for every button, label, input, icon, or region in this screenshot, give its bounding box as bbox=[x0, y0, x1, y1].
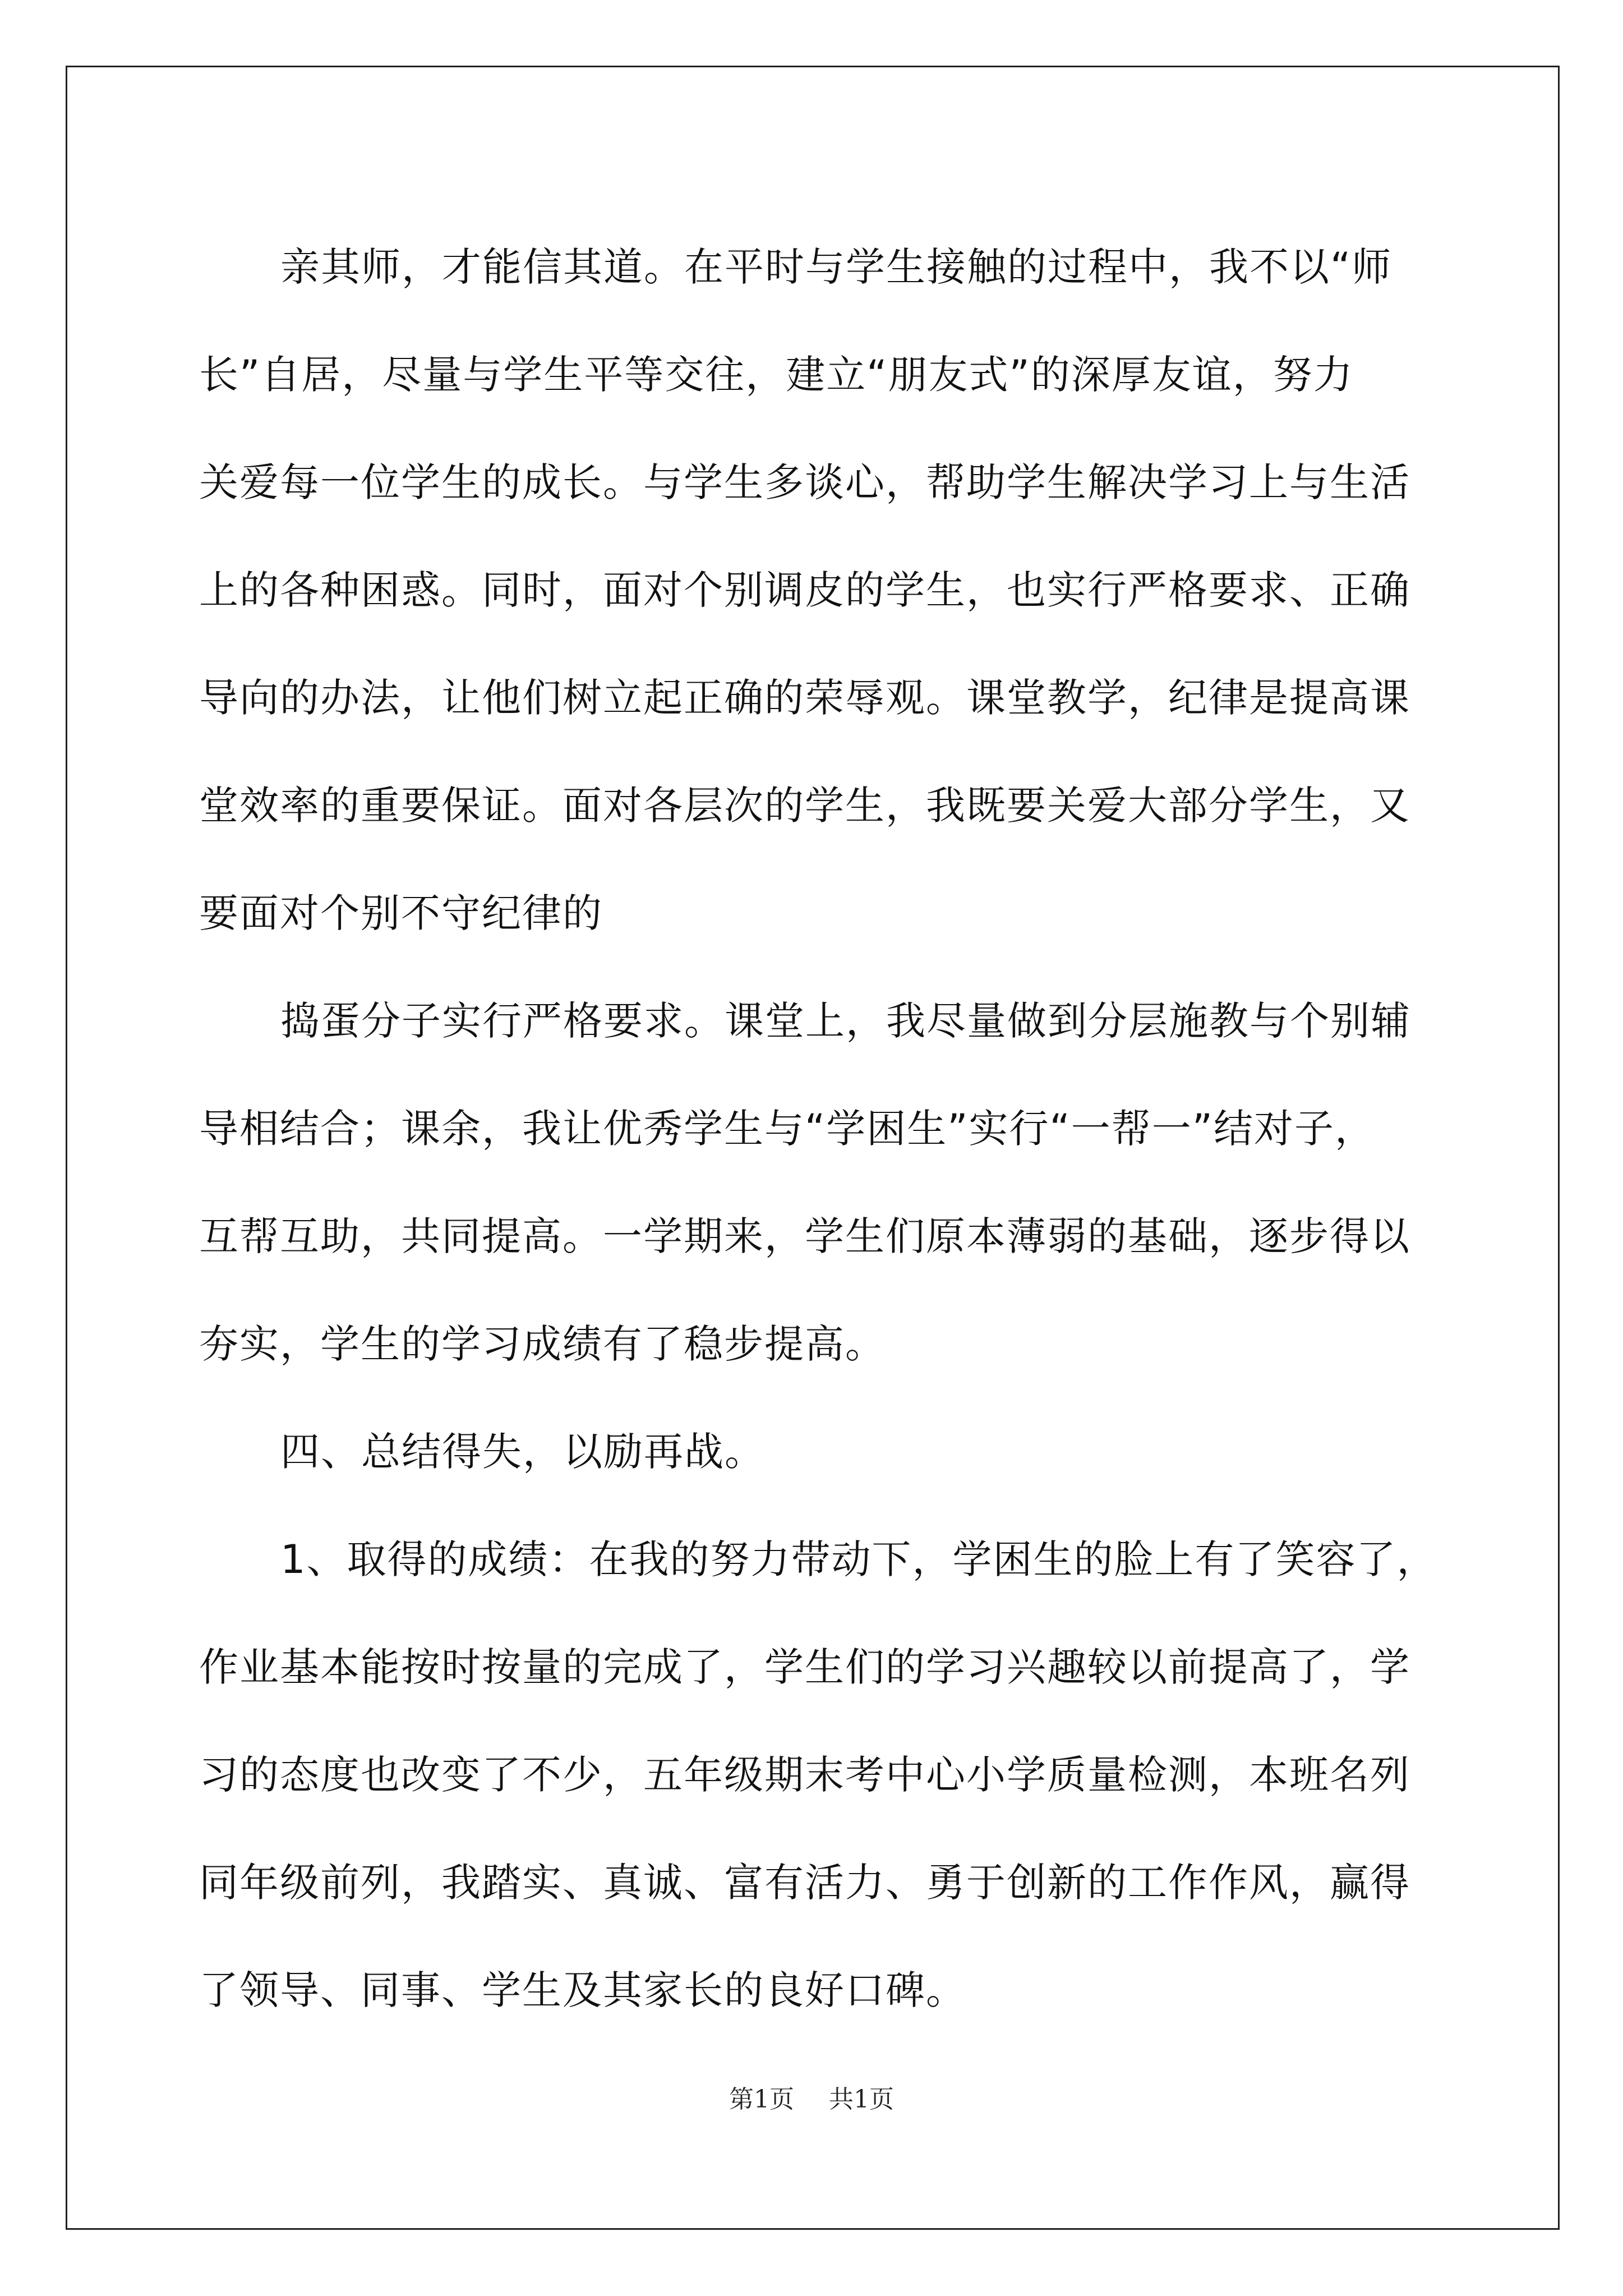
text-line: 导向的办法，让他们树立起正确的荣辱观。课堂教学，纪律是提高课 bbox=[199, 675, 1410, 721]
text-line: 夯实，学生的学习成绩有了稳步提高。 bbox=[199, 1321, 886, 1367]
text-line: 要面对个别不守纪律的 bbox=[199, 890, 603, 936]
section-heading bbox=[199, 1398, 1450, 1506]
page-footer bbox=[0, 2079, 1623, 2115]
text-line: 习的态度也改变了不少，五年级期末考中心小学质量检测，本班名列 bbox=[199, 1752, 1410, 1798]
paragraph-1 bbox=[199, 213, 1450, 967]
text-line: 堂效率的重要保证。面对各层次的学生，我既要关爱大部分学生，又 bbox=[199, 783, 1410, 829]
text-line: 了领导、同事、学生及其家长的良好口碑。 bbox=[199, 1967, 966, 2013]
text-line: 同年级前列，我踏实、真诚、富有活力、勇于创新的工作作风，赢得 bbox=[199, 1860, 1410, 1906]
text-line: 互帮互助，共同提高。一学期来，学生们原本薄弱的基础，逐步得以 bbox=[199, 1213, 1410, 1259]
document-body bbox=[199, 213, 1450, 2044]
text-line: 四、总结得失，以励再战。 bbox=[280, 1429, 765, 1475]
text-line: 长”自居，尽量与学生平等交往，建立“朋友式”的深厚友谊，努力 bbox=[199, 352, 1354, 398]
paragraph-2 bbox=[199, 967, 1450, 1398]
page-total: 共1页 bbox=[829, 2085, 894, 2114]
text-line: 1、取得的成绩：在我的努力带动下，学困生的脸上有了笑容了， bbox=[280, 1536, 1437, 1582]
text-line: 捣蛋分子实行严格要求。课堂上，我尽量做到分层施教与个别辅 bbox=[280, 998, 1411, 1044]
text-line: 上的各种困惑。同时，面对个别调皮的学生，也实行严格要求、正确 bbox=[199, 567, 1410, 613]
page-number: 第1页 bbox=[729, 2085, 794, 2114]
text-line: 导相结合；课余，我让优秀学生与“学困生”实行“一帮一”结对子， bbox=[199, 1106, 1376, 1152]
text-line: 作业基本能按时按量的完成了，学生们的学习兴趣较以前提高了，学 bbox=[199, 1644, 1410, 1690]
text-line: 亲其师，才能信其道。在平时与学生接触的过程中，我不以“师 bbox=[280, 244, 1393, 290]
paragraph-3 bbox=[199, 1506, 1450, 2044]
text-line: 关爱每一位学生的成长。与学生多谈心，帮助学生解决学习上与生活 bbox=[199, 459, 1410, 505]
